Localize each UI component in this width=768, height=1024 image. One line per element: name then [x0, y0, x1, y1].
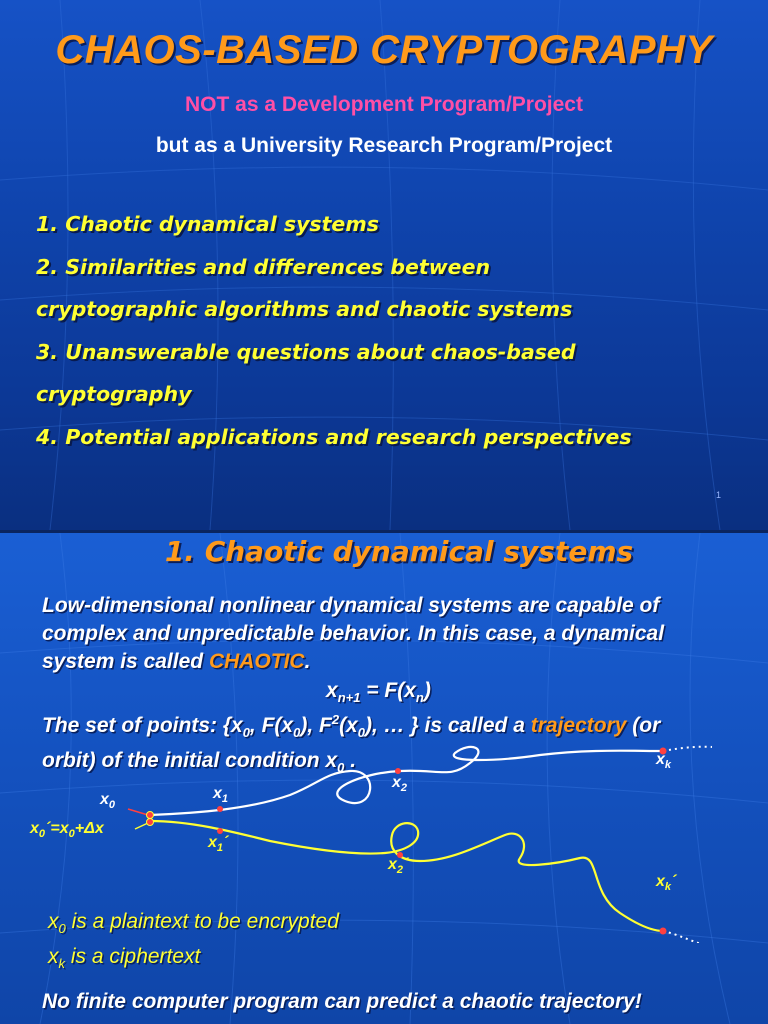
eq-sub: n+1	[337, 690, 361, 706]
topic-line: cryptography	[36, 382, 192, 406]
plaintext-note	[48, 908, 339, 943]
text: ), … } is called a	[364, 714, 531, 737]
point-x1	[217, 806, 223, 812]
encryption-notes	[48, 908, 339, 978]
t: x	[388, 856, 397, 873]
t: is a plaintext to be encrypted	[65, 910, 339, 933]
intro-paragraph	[42, 592, 758, 676]
t: ´=x	[45, 820, 69, 837]
slide2-title: 1. Chaotic dynamical systems	[164, 535, 634, 568]
t: x	[48, 910, 59, 933]
bottom-statement: No finite computer program can predict a chaotic trajectory!	[42, 990, 642, 1013]
chaotic-highlight: CHAOTIC	[208, 650, 305, 673]
point-xk-prime	[660, 928, 667, 935]
t: is a ciphertext	[65, 945, 201, 969]
s: 0	[58, 921, 66, 937]
text: The set of points: {x	[42, 714, 243, 737]
text: ), F	[300, 714, 332, 737]
label-x0-prime	[30, 820, 104, 840]
slide1-subtitle-not: NOT as a Development Program/Project	[185, 93, 583, 116]
sup: 2	[331, 712, 340, 727]
t: ´	[223, 834, 229, 851]
para-line: Low-dimensional nonlinear dynamical systems are capable of	[42, 594, 660, 617]
label-xk-prime	[656, 873, 676, 893]
eq-mid: = F(x	[360, 679, 416, 702]
label-xk	[656, 751, 671, 771]
ciphertext-note	[48, 943, 339, 978]
sub: 0	[357, 725, 365, 741]
para-line	[42, 706, 758, 747]
para-text: system is called	[42, 650, 209, 673]
s: 1	[221, 793, 229, 806]
trajectory-highlight: trajectory	[530, 714, 627, 737]
x0-pointer-line	[128, 809, 148, 815]
topic-line: 3. Unanswerable questions about chaos-based	[36, 339, 576, 364]
label-x2-prime	[388, 856, 408, 876]
sub: 0	[293, 725, 301, 741]
text: (x	[339, 714, 358, 737]
label-x2	[392, 774, 407, 794]
s: 1	[216, 842, 224, 855]
eq-end: )	[423, 679, 431, 702]
s: 0	[38, 828, 46, 841]
t: x	[30, 820, 39, 837]
map-equation	[326, 679, 431, 705]
s: 0	[68, 828, 75, 841]
t: x	[656, 751, 665, 768]
topic-line: 2. Similarities and differences between	[36, 254, 491, 279]
para-line: complex and unpredictable behavior. In this case, a dynamical	[42, 622, 665, 645]
t: x	[392, 774, 401, 791]
text: (or	[626, 714, 661, 737]
topic-line: cryptographic algorithms and chaotic systems	[36, 297, 573, 321]
t: x	[208, 834, 217, 851]
sub: 0	[242, 725, 250, 741]
text: , F(x	[249, 714, 294, 737]
slide1-subtitle-but: but as a University Research Program/Project	[155, 134, 613, 157]
sub: 0	[337, 760, 345, 776]
text: orbit) of the initial condition x	[42, 749, 338, 773]
slide1-title: CHAOS-BASED CRYPTOGRAPHY	[55, 28, 713, 72]
para-text: .	[304, 650, 311, 673]
s: k	[664, 759, 672, 772]
s: 2	[396, 864, 404, 877]
s: k	[664, 881, 672, 894]
topic-line: 1. Chaotic dynamical systems	[36, 212, 379, 236]
topics-list	[36, 203, 756, 458]
text: .	[344, 749, 357, 773]
para-line	[42, 648, 758, 676]
point-x0	[147, 812, 154, 819]
t: ´	[671, 873, 677, 890]
label-x1	[213, 785, 228, 805]
t: +Δx	[74, 820, 104, 837]
t: x	[213, 785, 222, 802]
t: x	[100, 791, 109, 808]
t: ´	[403, 856, 409, 873]
eq-sub: n	[415, 690, 424, 706]
label-x1-prime	[208, 834, 228, 854]
page-number: 1	[716, 490, 722, 500]
s: 2	[400, 782, 408, 795]
eq-x: x	[326, 679, 338, 702]
x0p-pointer-line	[135, 823, 148, 829]
topic-line: 4. Potential applications and research perspectives	[36, 424, 632, 449]
point-x0-prime	[147, 819, 154, 826]
trajectory-yellow-dotted	[663, 931, 705, 943]
t: x	[48, 945, 59, 969]
s: k	[58, 956, 65, 972]
label-x0	[100, 791, 115, 811]
t: x	[656, 873, 665, 890]
s: 0	[108, 799, 116, 812]
slide-2	[0, 533, 768, 1024]
